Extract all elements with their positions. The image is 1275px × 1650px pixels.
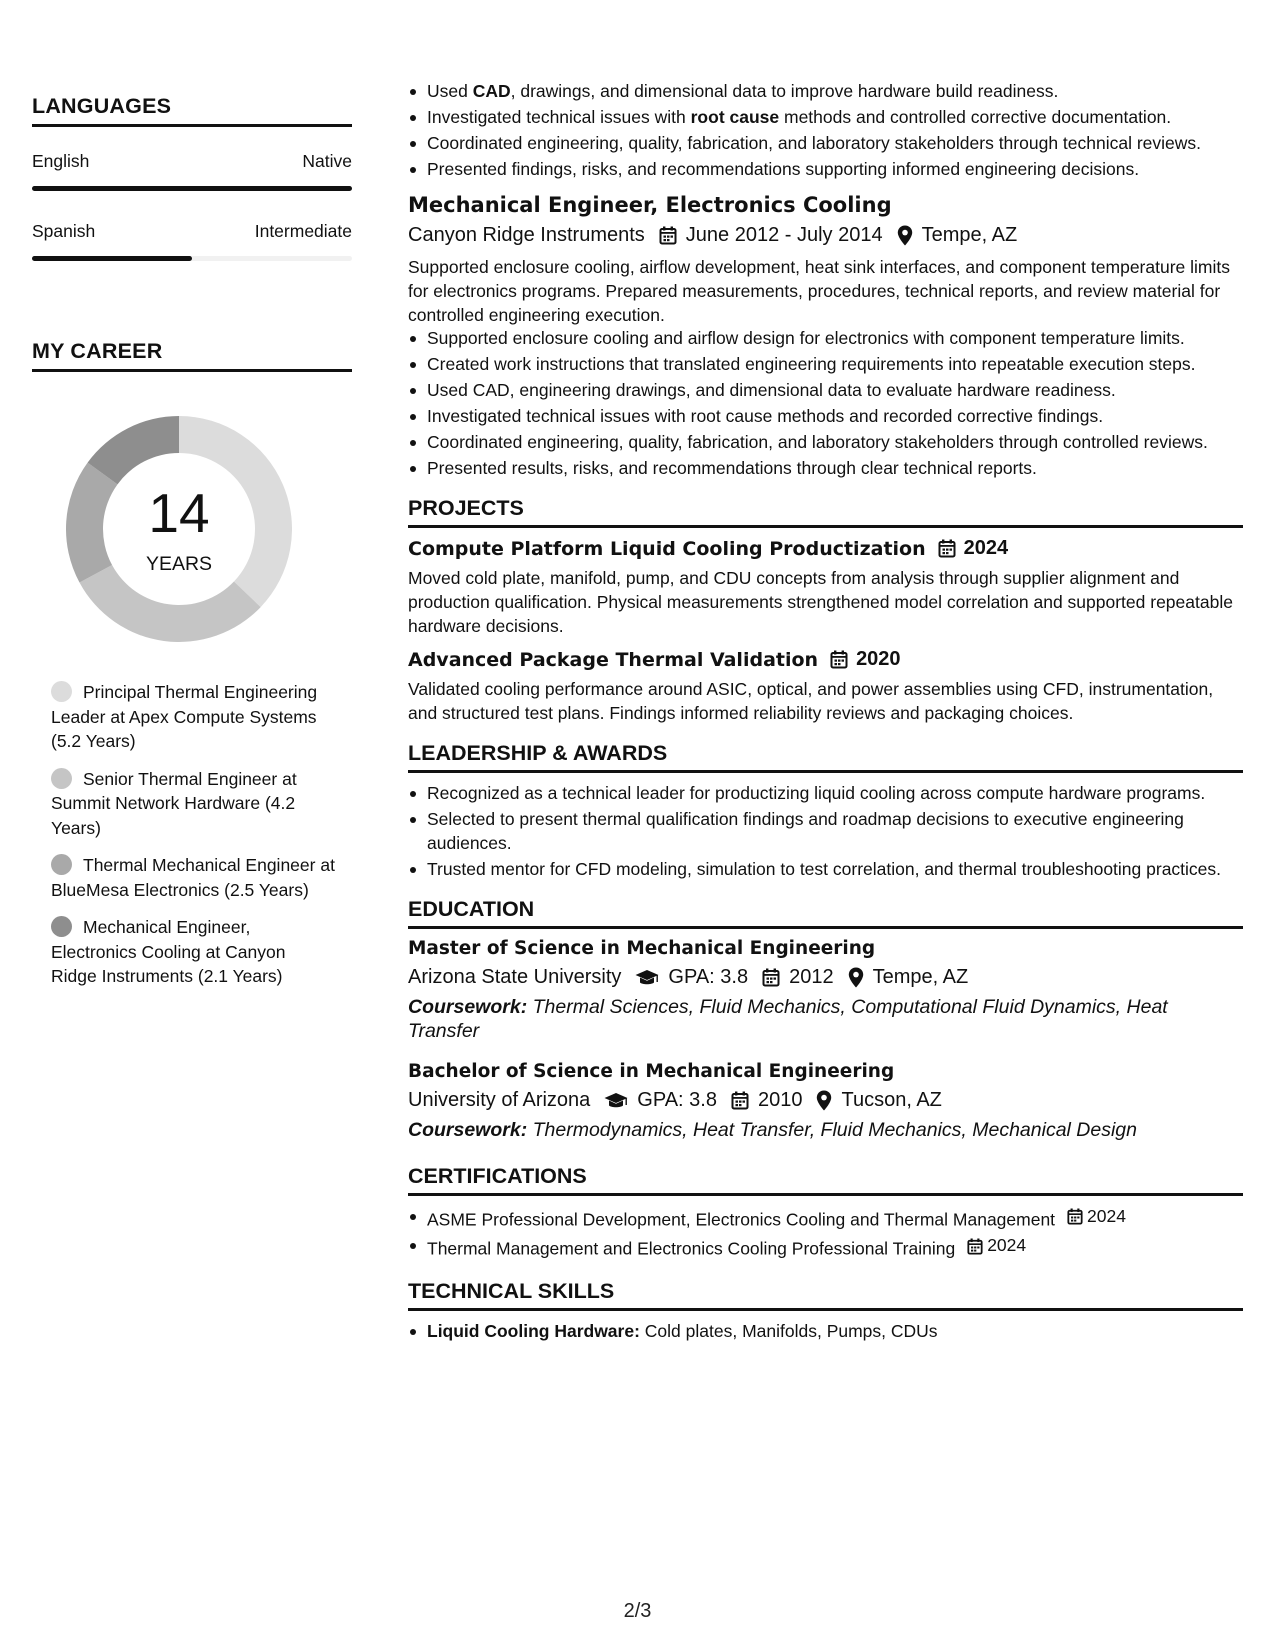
project-name: Advanced Package Thermal Validation xyxy=(408,648,819,671)
bullet-item: Coordinated engineering, quality, fabrication, and laboratory stakeholders through technical reviews. xyxy=(408,132,1243,156)
bullet-item: Created work instructions that translated engineering requirements into repeatable execution steps. xyxy=(408,353,1243,377)
job-dates: June 2012 - July 2014 xyxy=(685,223,883,246)
career-legend xyxy=(51,680,336,989)
school-location: Tempe, AZ xyxy=(872,966,969,988)
donut-segment xyxy=(79,565,260,642)
proficiency-bar xyxy=(32,186,352,191)
legend-item xyxy=(51,680,336,754)
graduation-cap-icon xyxy=(635,969,659,987)
calendar-icon xyxy=(938,539,956,558)
skill-item: Liquid Cooling Hardware: Cold plates, Manifolds, Pumps, CDUs xyxy=(408,1320,1243,1344)
education-heading: EDUCATION xyxy=(408,897,1243,929)
career-heading: MY CAREER xyxy=(32,339,352,372)
bullet-item: Presented results, risks, and recommendations through clear technical reports. xyxy=(408,457,1243,481)
bullet-item: Supported enclosure cooling and airflow design for electronics with component temperature limits. xyxy=(408,327,1243,351)
bullet-item: Presented findings, risks, and recommendations supporting informed engineering decisions. xyxy=(408,158,1243,182)
bullet-item: Selected to present thermal qualification findings and roadmap decisions to executive engineering audiences. xyxy=(408,808,1243,855)
legend-label: Senior Thermal Engineer at Summit Network Hardware (4.2 Years) xyxy=(51,768,297,838)
proficiency-fill xyxy=(32,256,192,261)
education-meta xyxy=(408,1089,1243,1112)
certification-item: Thermal Management and Electronics Cooling Professional Training 2024 xyxy=(408,1234,1243,1261)
graduation-year: 2010 xyxy=(757,1089,803,1111)
legend-label: Principal Thermal Engineering Leader at Apex Compute Systems (5.2 Years) xyxy=(51,682,318,751)
skills-list xyxy=(408,1320,1243,1344)
legend-label: Mechanical Engineer, Electronics Cooling at Canyon Ridge Instruments (2.1 Years) xyxy=(51,917,286,986)
bullet-item: Used CAD, drawings, and dimensional data to improve hardware build readiness. xyxy=(408,80,1243,104)
job-location: Tempe, AZ xyxy=(921,223,1018,246)
proficiency-bar xyxy=(32,256,352,261)
project-name: Compute Platform Liquid Cooling Productization xyxy=(408,537,926,560)
map-pin-icon xyxy=(848,967,864,988)
calendar-icon xyxy=(731,1091,749,1110)
bullet-item: Recognized as a technical leader for productizing liquid cooling across compute hardware programs. xyxy=(408,782,1243,806)
legend-item xyxy=(51,853,336,902)
main-content xyxy=(408,80,1243,1346)
career-donut-chart xyxy=(66,416,292,642)
legend-item xyxy=(51,915,336,989)
career-years-unit: YEARS xyxy=(145,553,213,575)
gpa: GPA: 3.8 xyxy=(637,1089,717,1111)
legend-dot-icon xyxy=(51,916,72,937)
certifications-list xyxy=(408,1205,1243,1261)
legend-label: Thermal Mechanical Engineer at BlueMesa Electronics (2.5 Years) xyxy=(51,855,335,900)
gpa: GPA: 3.8 xyxy=(668,966,749,988)
coursework: Coursework: Thermodynamics, Heat Transfer, Fluid Mechanics, Mechanical Design xyxy=(408,1119,1138,1141)
degree-title: Master of Science in Mechanical Engineering xyxy=(408,938,876,959)
calendar-icon xyxy=(659,226,677,245)
career-total-years: 14 xyxy=(148,482,210,544)
calendar-icon xyxy=(762,968,780,987)
graduation-cap-icon xyxy=(604,1092,628,1110)
education-item xyxy=(408,1061,1243,1142)
job-bullets xyxy=(408,327,1243,481)
projects-heading: PROJECTS xyxy=(408,496,1243,528)
language-item xyxy=(32,151,352,191)
bullet-item: Investigated technical issues with root cause methods and controlled corrective documentation. xyxy=(408,106,1243,130)
page-number: 2/3 xyxy=(623,1600,652,1622)
project-description: Moved cold plate, manifold, pump, and CDU concepts from analysis through supplier alignment and production qualification. Physical measurements strengthened model correlation and supported repeatable hardware decisions. xyxy=(408,568,1233,636)
previous-job-bullets xyxy=(408,80,1243,182)
bullet-item: Coordinated engineering, quality, fabrication, and laboratory stakeholders through controlled reviews. xyxy=(408,431,1243,455)
coursework: Coursework: Thermal Sciences, Fluid Mechanics, Computational Fluid Dynamics, Heat Transfer xyxy=(408,996,1168,1042)
legend-dot-icon xyxy=(51,768,72,789)
bullet-item: Investigated technical issues with root cause methods and recorded corrective findings. xyxy=(408,405,1243,429)
education-meta xyxy=(408,966,1243,989)
project-item xyxy=(408,648,1243,725)
language-level: Native xyxy=(302,151,352,171)
job-summary: Supported enclosure cooling, airflow development, heat sink interfaces, and component temperature limits for electronics programs. Prepared measurements, procedures, technical reports, and review material for controlled engineering execution. xyxy=(408,256,1230,325)
job-meta xyxy=(408,224,1243,247)
map-pin-icon xyxy=(816,1090,832,1111)
project-year: 2024 xyxy=(963,537,1009,559)
language-name: English xyxy=(32,151,90,171)
legend-dot-icon xyxy=(51,854,72,875)
company-name: Canyon Ridge Instruments xyxy=(408,223,645,246)
graduation-year: 2012 xyxy=(789,966,834,988)
legend-item xyxy=(51,767,336,841)
awards-heading: LEADERSHIP & AWARDS xyxy=(408,741,1243,773)
calendar-icon xyxy=(830,650,848,669)
proficiency-fill xyxy=(32,186,352,191)
project-description: Validated cooling performance around ASIC, optical, and power assemblies using CFD, instrumentation, and structured test plans. Findings informed reliability reviews and packaging choices. xyxy=(408,679,1214,723)
languages-heading: LANGUAGES xyxy=(32,94,352,127)
certification-item: ASME Professional Development, Electronics Cooling and Thermal Management 2024 xyxy=(408,1205,1243,1232)
skills-heading: TECHNICAL SKILLS xyxy=(408,1279,1243,1311)
language-level: Intermediate xyxy=(254,221,352,241)
bullet-item: Used CAD, engineering drawings, and dimensional data to evaluate hardware readiness. xyxy=(408,379,1243,403)
calendar-icon xyxy=(967,1238,983,1255)
sidebar xyxy=(32,94,352,1002)
school-name: Arizona State University xyxy=(408,966,622,988)
education-item xyxy=(408,938,1243,1043)
project-year: 2020 xyxy=(856,648,901,670)
certifications-heading: CERTIFICATIONS xyxy=(408,1164,1243,1196)
map-pin-icon xyxy=(897,225,913,246)
project-item xyxy=(408,537,1243,638)
language-item xyxy=(32,221,352,261)
school-name: University of Arizona xyxy=(408,1089,591,1111)
legend-dot-icon xyxy=(51,681,72,702)
awards-bullets xyxy=(408,782,1243,881)
language-name: Spanish xyxy=(32,221,96,241)
job-title: Mechanical Engineer, Electronics Cooling xyxy=(408,192,892,217)
degree-title: Bachelor of Science in Mechanical Engineering xyxy=(408,1061,895,1082)
bullet-item: Trusted mentor for CFD modeling, simulation to test correlation, and thermal troubleshooting practices. xyxy=(408,858,1243,882)
calendar-icon xyxy=(1067,1208,1083,1225)
school-location: Tucson, AZ xyxy=(841,1089,942,1111)
